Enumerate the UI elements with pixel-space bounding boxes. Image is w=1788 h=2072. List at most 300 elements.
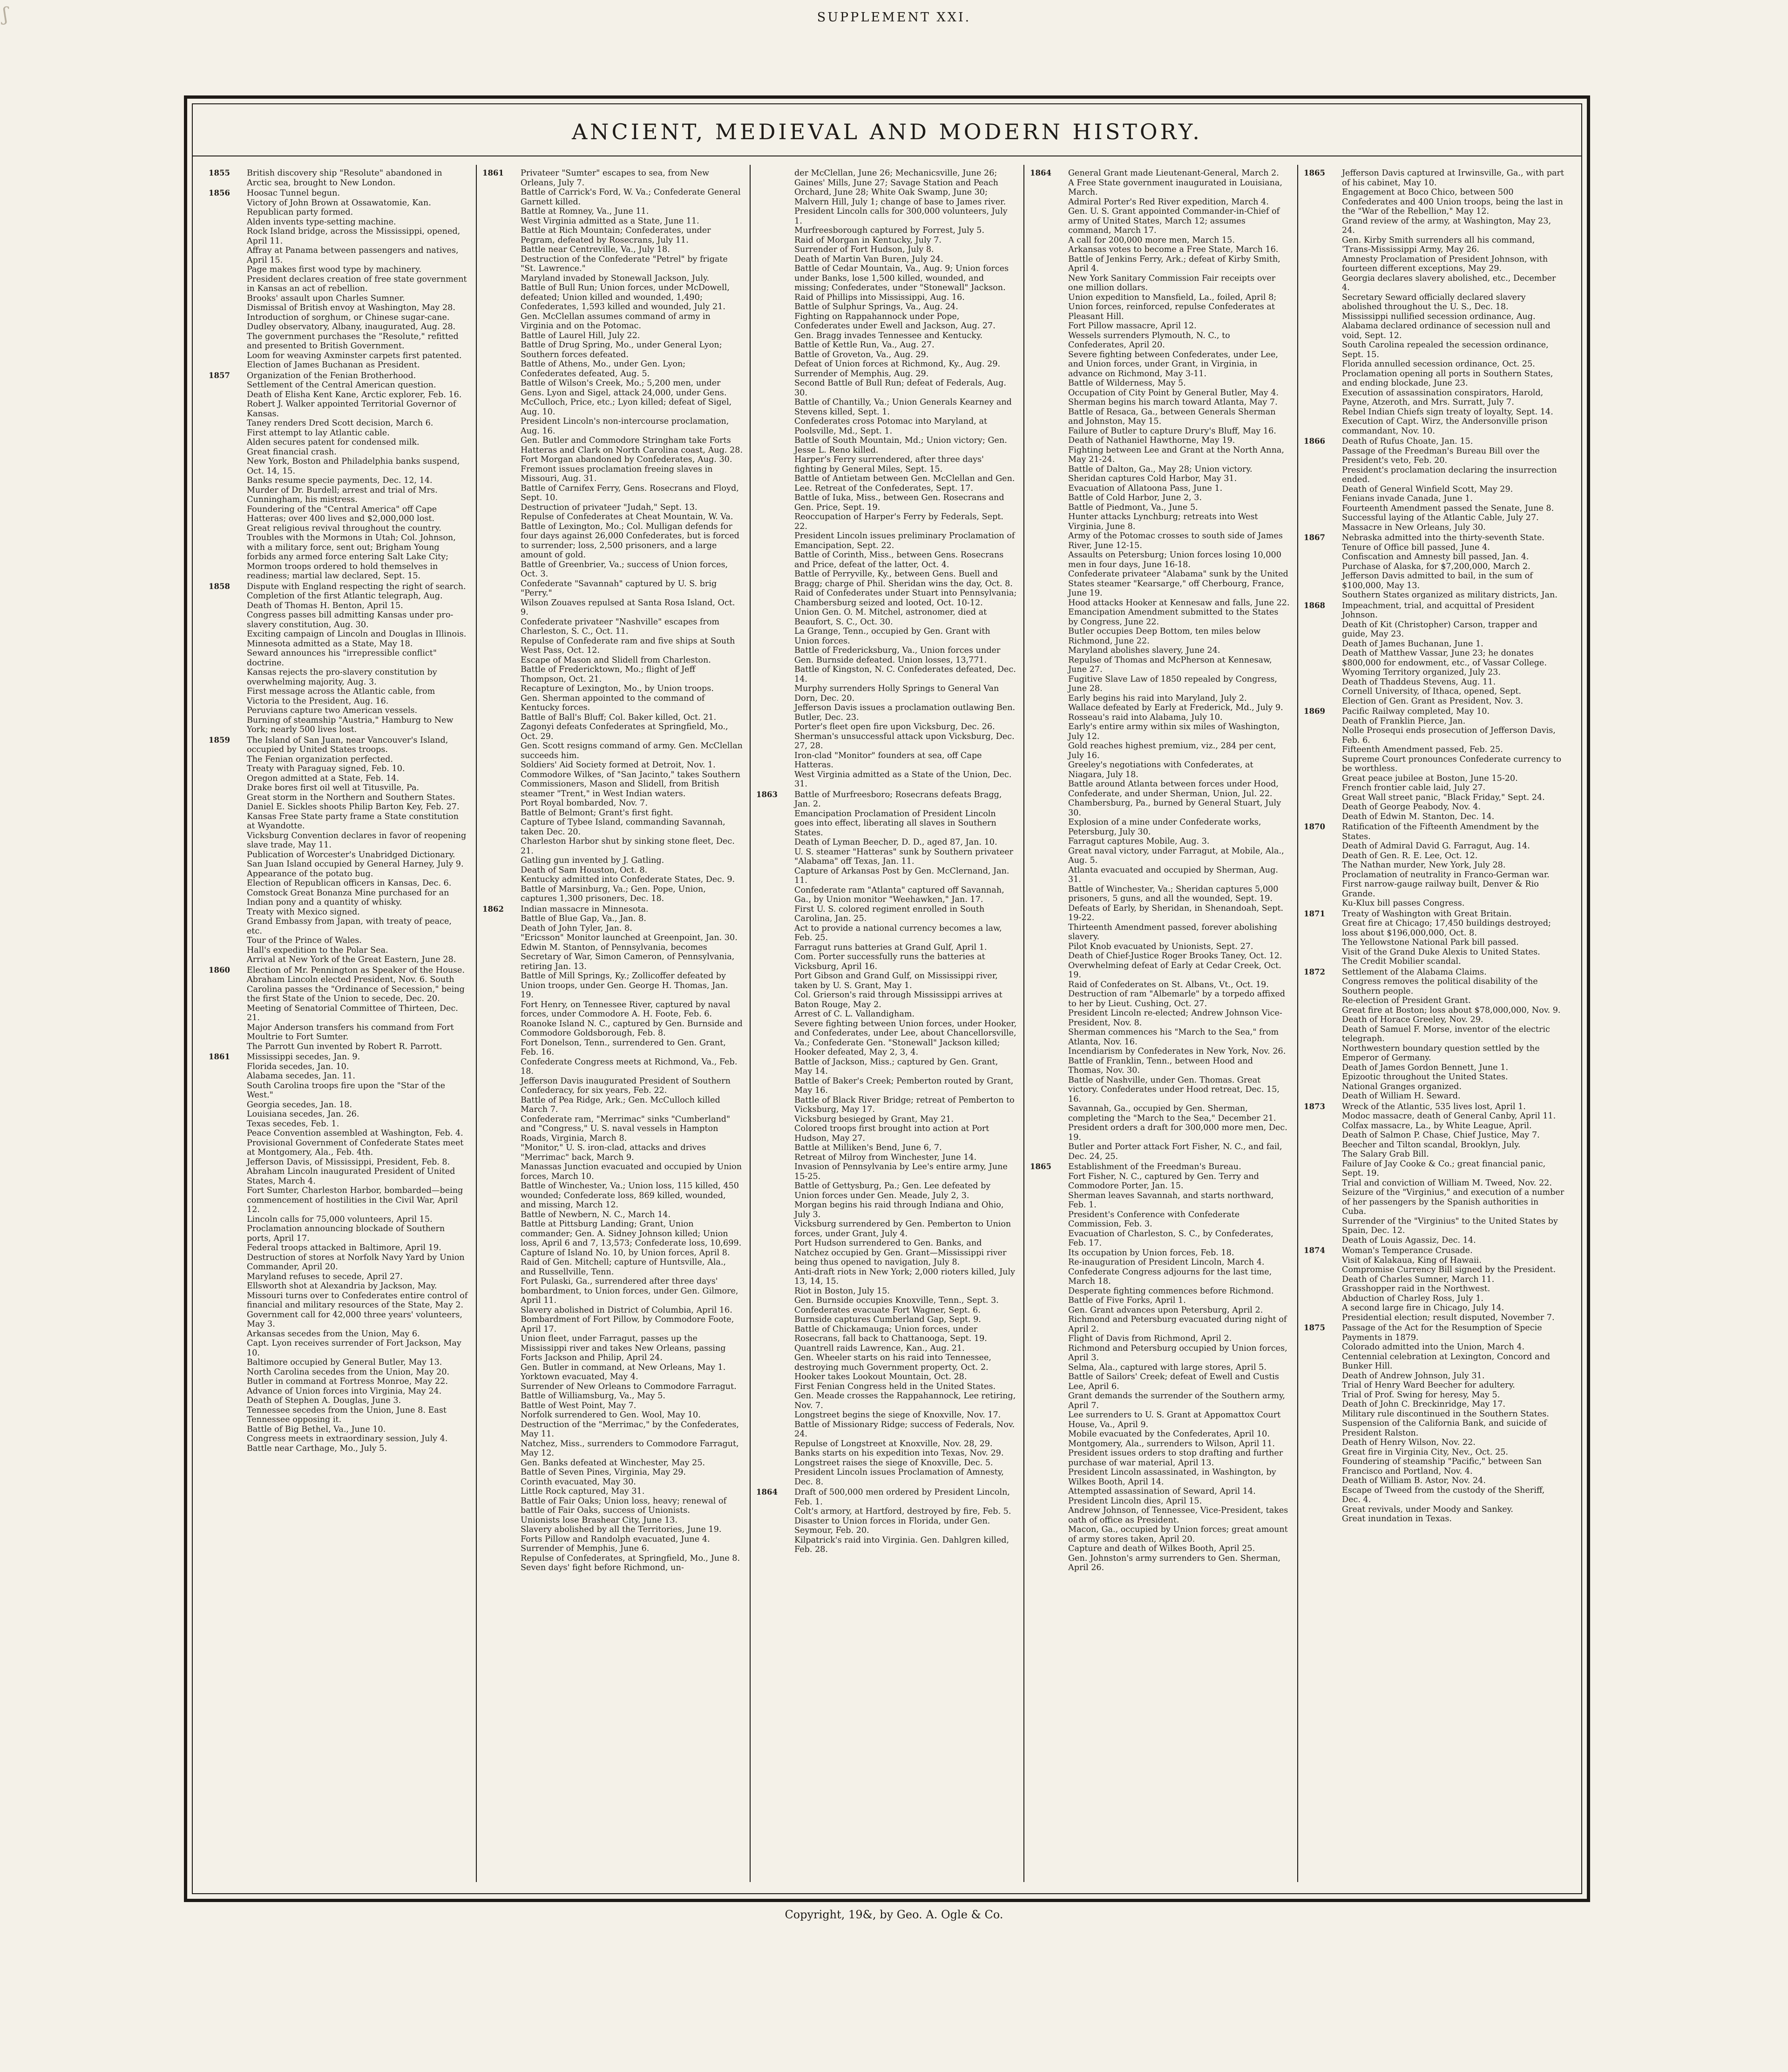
year-label: 1871: [1304, 909, 1325, 918]
history-event: [208, 1272, 469, 1282]
year-label: 1875: [1304, 1323, 1325, 1332]
event-text: Battle of Sailors' Creek; defeat of Ewell and Custis Lee, April 6.: [1068, 1372, 1279, 1391]
history-event: [481, 1057, 743, 1077]
history-event: [1303, 388, 1564, 407]
event-text: The Credit Mobilier scandal.: [1342, 957, 1461, 966]
history-event: [481, 379, 743, 417]
event-text: Georgia declares slavery abolished, etc., December 4.: [1342, 273, 1556, 292]
history-event: [208, 1062, 469, 1072]
event-text: Riot in Boston, July 15.: [794, 1286, 890, 1296]
history-event: [1029, 1363, 1291, 1373]
history-event: [755, 455, 1017, 474]
event-text: Battle of Fredericktown, Mo.; flight of Jeff Thompson, Oct. 21.: [521, 665, 696, 684]
event-text: Death of Martin Van Buren, July 24.: [794, 254, 943, 264]
event-text: Foundering of the "Central America" off Cape Hatteras; over 400 lives and $2,000,000 lost.: [247, 504, 437, 523]
history-event: [755, 1449, 1017, 1458]
event-text: "Ericsson" Monitor launched at Greenpoint, Jan. 30.: [521, 933, 738, 942]
history-event: [755, 1507, 1017, 1517]
event-text: Publication of Worcester's Unabridged Dictionary.: [247, 850, 455, 860]
event-text: Battle of Winchester, Va.; Union loss, 115 killed, 450 wounded; Confederate loss, 869 killed, wounded, and missing, March 12.: [521, 1181, 739, 1210]
event-text: Loom for weaving Axminster carpets first patented.: [247, 351, 462, 360]
event-text: "Monitor," U. S. iron-clad, attacks and drives "Merrimac" back, March 9.: [521, 1143, 706, 1162]
event-text: Great financial crash.: [247, 447, 337, 457]
history-event: [1303, 1102, 1564, 1112]
event-text: Nebraska admitted into the thirty-seventh State.: [1342, 533, 1545, 542]
event-text: Assaults on Petersburg; Union forces losing 10,000 men in four days, June 16-18.: [1068, 550, 1281, 569]
event-text: Battle of Perryville, Ky., between Gens. Buell and Bragg; charge of Phil. Sheridan wins the day, Oct. 8.: [794, 569, 1013, 589]
event-text: Raid of Confederates under Stuart into Pennsylvania; Chambersburg seized and looted, Oct. 10-12.: [794, 589, 1017, 608]
event-text: Rock Island bridge, across the Mississippi, opened, April 11.: [247, 227, 461, 246]
year-block: [1303, 909, 1564, 967]
history-event: [1029, 1258, 1291, 1267]
event-text: Gen. Banks defeated at Winchester, May 25.: [521, 1458, 705, 1468]
event-text: Thirteenth Amendment passed, forever abolishing slavery.: [1068, 922, 1277, 941]
history-event: [1029, 207, 1291, 236]
history-event: [1029, 1267, 1291, 1287]
history-event: [755, 493, 1017, 512]
history-event: [755, 809, 1017, 838]
event-text: Battle of Black River Bridge; retreat of Pemberton to Vicksburg, May 17.: [794, 1095, 1015, 1114]
history-event: [1029, 321, 1291, 331]
event-text: Affray at Panama between passengers and natives, April 15.: [247, 246, 459, 265]
history-event: [481, 331, 743, 341]
history-event: [755, 1124, 1017, 1143]
history-event: [481, 1554, 743, 1564]
event-text: Gen. U. S. Grant appointed Commander-in-Chief of army of United States, March 12; assumes command, March 17.: [1068, 207, 1280, 235]
event-text: Seizure of the "Virginius," and execution of a number of her passengers by the Spanish authorities in Cuba.: [1342, 1188, 1564, 1216]
history-event: [755, 331, 1017, 341]
history-event: [1029, 1287, 1291, 1306]
history-event: [1303, 274, 1564, 293]
event-text: Introduction of sorghum, or Chinese sugar-cane.: [247, 312, 450, 322]
event-text: Abduction of Charley Ross, July 1.: [1342, 1293, 1483, 1303]
event-text: Alden secures patent for condensed milk.: [247, 438, 420, 447]
event-text: Gen. Burnside occupies Knoxville, Tenn., Sept. 3.: [794, 1296, 999, 1305]
history-event: [1029, 760, 1291, 779]
history-event: [1029, 1487, 1291, 1496]
history-event: [1303, 255, 1564, 274]
history-event: [1029, 436, 1291, 446]
history-event: [481, 1401, 743, 1411]
event-text: Battle of South Mountain, Md.; Union victory; Gen. Jesse L. Reno killed.: [794, 436, 1007, 455]
event-text: Brooks' assault upon Charles Sumner.: [247, 293, 405, 303]
event-text: Gen. Scott resigns command of army. Gen. McClellan succeeds him.: [521, 741, 743, 760]
history-event: [755, 1391, 1017, 1410]
page-title: ANCIENT, MEDIEVAL AND MODERN HISTORY.: [572, 119, 1202, 144]
event-text: Hood attacks Hooker at Kennesaw and falls, June 22.: [1068, 598, 1290, 608]
event-text: Gen. Sherman appointed to the command of Kentucky forces.: [521, 693, 705, 712]
event-text: Exciting campaign of Lincoln and Douglas in Illinois.: [247, 630, 467, 639]
history-event: [481, 1544, 743, 1554]
history-event: [208, 1291, 469, 1310]
year-block: [1303, 968, 1564, 1101]
event-text: Gen. McClellan assumes command of army in Virginia and on the Potomac.: [521, 311, 711, 331]
year-label: 1862: [482, 904, 504, 914]
history-event: [208, 505, 469, 524]
history-event: [1029, 1554, 1291, 1573]
history-event: [208, 1425, 469, 1435]
event-text: First narrow-gauge railway built, Denver & Rio Grande.: [1342, 880, 1539, 899]
history-event: [1029, 446, 1291, 465]
event-text: Slavery abolished by all the Territories, June 19.: [521, 1525, 722, 1534]
history-event: [1029, 885, 1291, 904]
event-text: Passage of the Act for the Resumption of Specie Payments in 1879.: [1342, 1323, 1542, 1342]
history-event: [481, 455, 743, 465]
event-text: Recapture of Lexington, Mo., by Union troops.: [521, 684, 714, 693]
history-event: [1303, 504, 1564, 514]
event-text: Fremont issues proclamation freeing slaves in Missouri, Aug. 31.: [521, 464, 713, 483]
event-text: Reoccupation of Harper's Ferry by Federals, Sept. 22.: [794, 512, 1004, 531]
event-text: Battle of Cold Harbor, June 2, 3.: [1068, 493, 1202, 502]
event-text: Farragut captures Mobile, Aug. 3.: [1068, 837, 1210, 846]
event-text: Act to provide a national currency becomes a law, Feb. 25.: [794, 923, 1002, 942]
history-event: [208, 668, 469, 687]
event-text: Battle near Carthage, Mo., July 5.: [247, 1443, 387, 1453]
history-event: [1029, 980, 1291, 990]
history-event: [1029, 569, 1291, 598]
history-event: [208, 438, 469, 447]
event-text: Death of William H. Seward.: [1342, 1091, 1461, 1101]
year-label: 1864: [1030, 169, 1051, 177]
event-text: Death of Edwin M. Stanton, Dec. 14.: [1342, 812, 1495, 821]
history-event: [1303, 841, 1564, 851]
event-text: Battle of Nashville, under Gen. Thomas. Great victory. Confederates under Hood retreat, Dec. 15, 16.: [1068, 1075, 1280, 1104]
event-text: Meeting of Senatorial Committee of Thirteen, Dec. 21.: [247, 1003, 458, 1022]
history-event: [481, 818, 743, 837]
history-event: [208, 1071, 469, 1081]
event-text: Richmond and Petersburg evacuated during night of April 2.: [1068, 1315, 1287, 1334]
event-text: Capture of Arkansas Post by Gen. McClernand, Jan. 11.: [794, 866, 1009, 885]
event-text: Proclamation announcing blockade of Southern ports, April 17.: [247, 1224, 445, 1243]
history-event: [755, 1019, 1017, 1057]
history-event: [481, 1516, 743, 1525]
event-text: Second Battle of Bull Run; defeat of Federals, Aug. 30.: [794, 379, 1006, 398]
history-event: [1303, 1409, 1564, 1419]
year-label: 1864: [756, 1488, 778, 1496]
history-event: [208, 457, 469, 476]
event-text: Establishment of the Freedman's Bureau.: [1068, 1162, 1241, 1171]
event-text: Alabama secedes, Jan. 11.: [247, 1071, 355, 1081]
history-event: [1029, 837, 1291, 846]
history-event: [1029, 1449, 1291, 1468]
event-text: Banks starts on his expedition into Texas, Nov. 29.: [794, 1449, 1004, 1458]
event-text: Death of John Tyler, Jan. 8.: [521, 923, 632, 933]
history-event: [1303, 340, 1564, 359]
supplement-label: SUPPLEMENT XXI.: [817, 10, 971, 25]
column-2: [477, 165, 751, 1882]
history-event: [1029, 713, 1291, 723]
history-event: [208, 869, 469, 879]
event-text: Visit of the Grand Duke Alexis to United States.: [1342, 947, 1540, 957]
event-text: Early's entire army within six miles of Washington, July 12.: [1068, 722, 1280, 741]
history-event: [755, 1439, 1017, 1449]
history-event: [1303, 755, 1564, 774]
history-event: [481, 799, 743, 808]
event-text: President declares creation of free state government in Kansas an act of rebellion.: [247, 274, 467, 293]
history-event: [1303, 812, 1564, 822]
event-text: Jefferson Davis issues a proclamation outlawing Ben. Butler, Dec. 23.: [794, 703, 1016, 722]
year-block: [1303, 707, 1564, 821]
history-event: [1029, 951, 1291, 961]
history-event: [481, 1410, 743, 1420]
event-text: Jefferson Davis, of Mississippi, President, Feb. 8.: [247, 1157, 450, 1167]
history-event: [1029, 255, 1291, 274]
year-label: 1855: [209, 169, 230, 177]
event-text: Battle of Corinth, Miss., between Gens. Rosecrans and Price, defeat of the latter, Oct. 4.: [794, 550, 1004, 569]
event-text: Battle of Sulphur Springs, Va., Aug. 24.: [794, 302, 958, 311]
history-event: [1029, 245, 1291, 255]
event-text: Maryland invaded by Stonewall Jackson, July.: [521, 273, 710, 283]
event-text: The Island of San Juan, near Vancouver's Island, occupied by United States troops.: [247, 735, 448, 754]
event-text: Death of Henry Wilson, Nov. 22.: [1342, 1438, 1476, 1447]
event-text: Centennial celebration at Lexington, Concord and Bunker Hill.: [1342, 1352, 1551, 1371]
event-text: Vicksburg surrendered by Gen. Pemberton to Union forces, under Grant, July 4.: [794, 1219, 1011, 1239]
history-event: [481, 636, 743, 656]
event-text: Florida secedes, Jan. 10.: [247, 1062, 349, 1071]
history-event: [1303, 745, 1564, 755]
history-event: [1303, 957, 1564, 967]
history-event: [1029, 1076, 1291, 1104]
event-text: Kansas rejects the pro-slavery constitution by overwhelming majority, Aug. 3.: [247, 668, 437, 687]
event-text: New York Sanitary Commission Fair receipts over one million dollars.: [1068, 273, 1276, 292]
event-text: Election of Gen. Grant as President, Nov. 3.: [1342, 696, 1524, 706]
history-event: [208, 294, 469, 304]
event-text: Death of Charles Sumner, March 11.: [1342, 1274, 1495, 1284]
history-event: [755, 1153, 1017, 1163]
event-text: Death of Stephen A. Douglas, June 3.: [247, 1396, 401, 1405]
history-event: [1303, 717, 1564, 726]
history-event: [1303, 677, 1564, 687]
event-text: Longstreet raises the siege of Knoxville, Dec. 5.: [794, 1458, 993, 1468]
event-text: Mississippi secedes, Jan. 9.: [247, 1052, 360, 1062]
history-event: [755, 1382, 1017, 1392]
event-text: Pilot Knob evacuated by Unionists, Sept. 27.: [1068, 941, 1253, 951]
history-event: [1029, 598, 1291, 608]
history-event: [208, 1052, 469, 1062]
event-text: Grant demands the surrender of the Southern army, April 7.: [1068, 1391, 1286, 1410]
event-text: Taney renders Dred Scott decision, March 6.: [247, 419, 433, 428]
event-text: Battle of Kettle Run, Va., Aug. 27.: [794, 340, 935, 350]
history-event: [755, 924, 1017, 943]
history-event: [208, 1110, 469, 1119]
history-event: [1303, 1371, 1564, 1381]
event-text: Death of Andrew Johnson, July 31.: [1342, 1371, 1485, 1381]
event-text: President's Conference with Confederate Commission, Feb. 3.: [1068, 1210, 1240, 1229]
event-text: Settlement of the Central American question.: [247, 380, 436, 390]
event-text: Election of Republican officers in Kansas, Dec. 6.: [247, 879, 452, 888]
history-event: [208, 265, 469, 275]
history-event: [481, 1210, 743, 1220]
event-text: Port Gibson and Grand Gulf, on Mississippi river, taken by U. S. Grant, May 1.: [794, 971, 998, 990]
event-text: Kentucky admitted into Confederate States, Dec. 9.: [521, 875, 735, 884]
year-label: 1867: [1304, 533, 1325, 542]
event-text: Colt's armory, at Hartford, destroyed by fire, Feb. 5.: [794, 1507, 1011, 1516]
history-event: [1303, 543, 1564, 553]
event-text: Lincoln calls for 75,000 volunteers, April 15.: [247, 1214, 433, 1224]
history-event: [208, 1358, 469, 1368]
history-event: [208, 831, 469, 850]
history-event: [208, 706, 469, 716]
event-text: Death of Sam Houston, Oct. 8.: [521, 865, 648, 875]
event-text: West Virginia admitted as a State of the Union, Dec. 31.: [794, 770, 1012, 789]
event-text: President Lincoln re-elected; Andrew Johnson Vice-President, Nov. 8.: [1068, 1009, 1282, 1028]
event-text: Disaster to Union forces in Florida, under Gen. Seymour, Feb. 20.: [794, 1516, 990, 1535]
history-event: [208, 601, 469, 611]
history-event: [1303, 1419, 1564, 1438]
history-event: [481, 760, 743, 770]
history-event: [1303, 668, 1564, 677]
history-event: [1303, 1217, 1564, 1236]
event-text: Jefferson Davis captured at Irwinsville, Ga., with part of his cabinet, May 10.: [1342, 169, 1564, 188]
event-text: Congress passes bill admitting Kansas under pro-slavery constitution, Aug. 30.: [247, 610, 454, 630]
history-event: [1029, 656, 1291, 675]
event-text: Republican party formed.: [247, 208, 353, 217]
event-text: San Juan Island occupied by General Harney, July 9.: [247, 860, 464, 869]
event-text: Death of James Buchanan, June 1.: [1342, 639, 1483, 649]
event-text: Battle of Chantilly, Va.; Union Generals Kearney and Stevens killed, Sept. 1.: [794, 398, 1012, 417]
history-event: [1029, 550, 1291, 569]
history-event: [755, 1009, 1017, 1019]
year-block: [1029, 169, 1291, 1161]
event-text: Massacre in New Orleans, July 30.: [1342, 522, 1486, 532]
history-event: [481, 617, 743, 636]
history-event: [1303, 1400, 1564, 1409]
history-event: [481, 1038, 743, 1057]
history-event: [481, 722, 743, 741]
history-event: [1303, 639, 1564, 649]
event-text: Military rule discontinued in the Southern States.: [1342, 1409, 1549, 1419]
history-event: [755, 379, 1017, 398]
history-event: [481, 1487, 743, 1496]
year-block: [755, 169, 1017, 789]
history-event: [755, 1057, 1017, 1077]
event-text: Re-election of President Grant.: [1342, 996, 1471, 1005]
event-text: Battle of Pea Ridge, Ark.; Gen. McCulloch killed March 7.: [521, 1095, 720, 1114]
event-text: Port Hudson surrendered to Gen. Banks, and Natchez occupied by Gen. Grant—Mississippi river being thus opened to navigation, July 8.: [794, 1239, 1007, 1267]
event-text: Maryland abolishes slavery, June 24.: [1068, 646, 1220, 655]
event-text: Election of James Buchanan as President.: [247, 360, 420, 370]
history-event: [208, 1243, 469, 1253]
history-event: [1303, 1303, 1564, 1313]
history-event: [1303, 1150, 1564, 1159]
event-text: Battle of Drug Spring, Mo., under General Lyon; Southern forces defeated.: [521, 340, 722, 359]
event-text: Alden invents type-setting machine.: [247, 217, 396, 227]
history-event: [1029, 961, 1291, 980]
history-event: [1303, 169, 1564, 188]
history-event: [1303, 1159, 1564, 1178]
event-text: Battle of Belmont; Grant's first fight.: [521, 808, 673, 818]
event-text: Dismissal of British envoy at Washington, May 28.: [247, 303, 455, 312]
history-event: [481, 217, 743, 226]
history-event: [755, 971, 1017, 990]
history-event: [1029, 512, 1291, 531]
event-text: Battle of Seven Pines, Virginia, May 29.: [521, 1468, 686, 1477]
event-text: Butler and Porter attack Fort Fisher, N. C., and fail, Dec. 24, 25.: [1068, 1142, 1282, 1161]
event-text: Commodore Wilkes, of "San Jacinto," takes Southern Commissioners, Mason and Slidell, from British steamer "Trent," in West Indian waters.: [521, 770, 740, 799]
event-text: Flight of Davis from Richmond, April 2.: [1068, 1334, 1232, 1343]
history-event: [481, 1315, 743, 1334]
history-event: [481, 1334, 743, 1363]
event-text: The Yellowstone National Park bill passed.: [1342, 938, 1519, 947]
column-1: [203, 165, 477, 1882]
history-event: [755, 1458, 1017, 1468]
event-text: Texas secedes, Feb. 1.: [247, 1119, 339, 1129]
history-event: [208, 198, 469, 208]
history-event: [208, 850, 469, 860]
history-event: [755, 790, 1017, 809]
event-text: Battle of Fredericksburg, Va., Union forces under Gen. Burnside defeated. Union losses, 13,771.: [794, 646, 1001, 665]
event-text: Dispute with England respecting the right of search.: [247, 582, 466, 591]
event-text: Jefferson Davis inaugurated President of Southern Confederacy, for six years, Feb. 22.: [521, 1076, 731, 1095]
history-event: [1303, 1178, 1564, 1188]
history-event: [208, 1186, 469, 1215]
history-columns: [203, 165, 1571, 1882]
history-event: [208, 1158, 469, 1167]
event-text: Com. Porter successfully runs the batteries at Vicksburg, April 16.: [794, 952, 985, 971]
event-text: Battle of Fair Oaks; Union loss, heavy; renewal of battle of Fair Oaks, success of Unionists.: [521, 1496, 726, 1515]
event-text: Comstock Great Bonanza Mine purchased for an Indian pony and a quantity of whisky.: [247, 888, 449, 907]
event-text: Overwhelming defeat of Early at Cedar Creek, Oct. 19.: [1068, 961, 1281, 980]
event-text: der McClellan, June 26; Mechanicsville, June 26; Gaines' Mills, June 27; Savage Station and Peach Orchard, June 28; White Oak Swamp, June 30; Malvern Hill, July 1; change of base to James river.: [794, 169, 1006, 207]
event-text: Sheridan captures Cold Harbor, May 31.: [1068, 474, 1237, 483]
history-event: [1029, 379, 1291, 388]
history-event: [208, 1377, 469, 1387]
history-event: [481, 1382, 743, 1392]
history-event: [1029, 1372, 1291, 1391]
event-text: Daniel E. Sickles shoots Philip Barton Key, Feb. 27.: [247, 802, 460, 812]
history-event: [1029, 904, 1291, 923]
event-text: Confederates cross Potomac into Maryland, at Poolsville, Md., Sept. 1.: [794, 417, 988, 436]
history-event: [1029, 818, 1291, 837]
history-event: [481, 522, 743, 560]
history-event: [1303, 1091, 1564, 1101]
event-text: Raid of Confederates on St. Albans, Vt., Oct. 19.: [1068, 980, 1269, 989]
event-text: A Free State government inaugurated in Louisiana, March.: [1068, 178, 1283, 197]
event-text: Battle of Greenbrier, Va.; success of Union forces, Oct. 3.: [521, 560, 728, 579]
history-event: [1029, 866, 1291, 885]
history-event: [208, 1023, 469, 1042]
event-text: Death of James Gordon Bennett, June 1.: [1342, 1063, 1509, 1072]
history-event: [1029, 608, 1291, 627]
event-text: Kilpatrick's raid into Virginia. Gen. Dahlgren killed, Feb. 28.: [794, 1535, 1009, 1554]
year-label: 1874: [1304, 1246, 1325, 1255]
history-event: [208, 774, 469, 784]
year-label: 1863: [756, 790, 778, 799]
history-event: [755, 867, 1017, 886]
history-event: [1303, 1505, 1564, 1515]
event-text: Suspension of the California Bank, and suicide of President Ralston.: [1342, 1419, 1547, 1438]
history-event: [481, 255, 743, 274]
history-event: [755, 589, 1017, 608]
history-event: [755, 1325, 1017, 1344]
history-event: [1303, 1082, 1564, 1092]
event-text: President's proclamation declaring the insurrection ended.: [1342, 465, 1557, 484]
history-event: [755, 608, 1017, 627]
event-text: Richmond and Petersburg occupied by Union forces, April 3.: [1068, 1343, 1287, 1362]
history-event: [755, 1200, 1017, 1219]
year-label: 1870: [1304, 822, 1325, 831]
history-event: [481, 1525, 743, 1535]
event-text: Yorktown evacuated, May 4.: [521, 1372, 638, 1381]
event-text: Confiscation and Amnesty bill passed, Jan. 4.: [1342, 552, 1529, 562]
year-block: [1303, 601, 1564, 706]
event-text: Confederate "Savannah" captured by U. S. brig "Perry.": [521, 579, 717, 598]
event-text: Visit of Kalakaua, King of Hawaii.: [1342, 1255, 1482, 1265]
event-text: Northwestern boundary question settled by the Emperor of Germany.: [1342, 1043, 1540, 1063]
history-event: [1303, 1284, 1564, 1294]
event-text: A second large fire in Chicago, July 14.: [1342, 1303, 1504, 1313]
event-text: Natchez, Miss., surrenders to Commodore Farragut, May 12.: [521, 1439, 739, 1458]
